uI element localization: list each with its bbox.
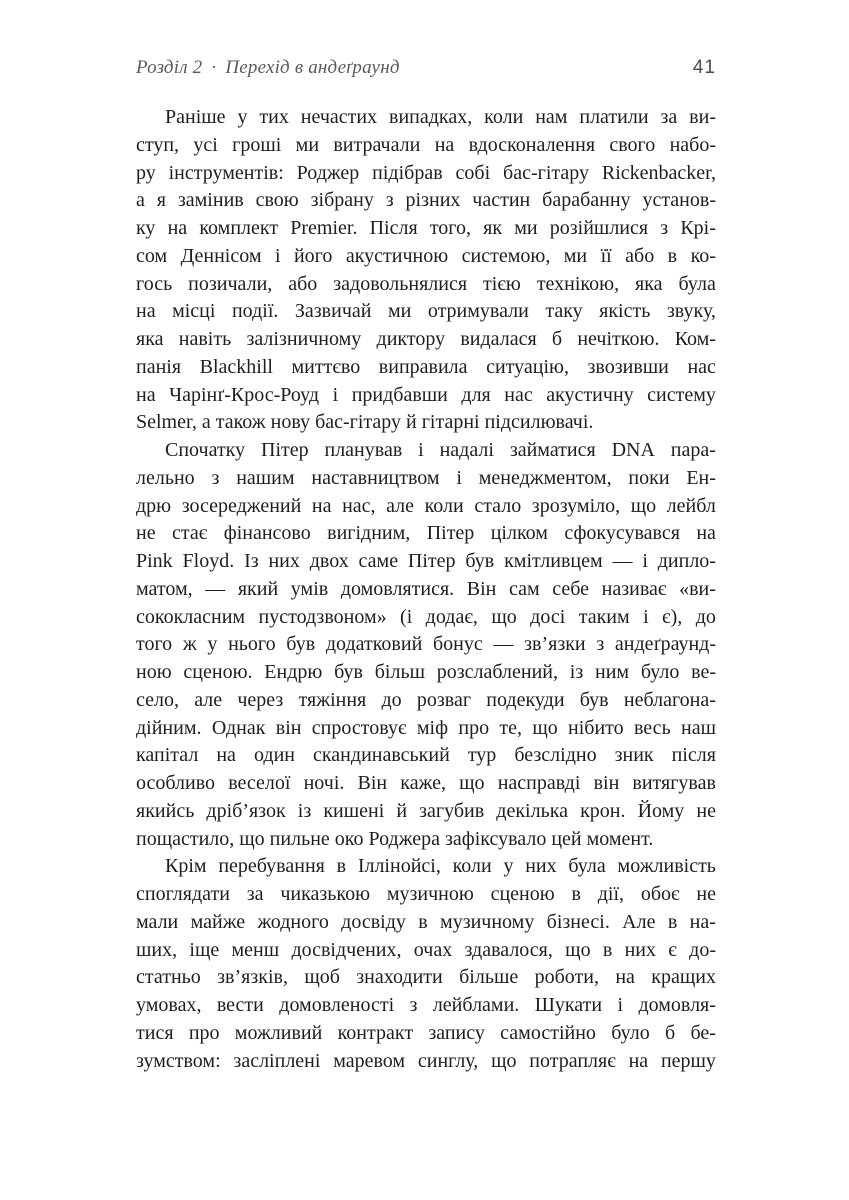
text-line: ру інструментів: Роджер підібрав собі бас-гітару Rickenbacker, <box>136 161 716 184</box>
text-line: Крім перебування в Іллінойсі, коли у них була можливість <box>165 855 716 878</box>
chapter-separator: · <box>211 57 217 78</box>
text-line: зумством: засліплені маревом синглу, що потрапляє на першу <box>136 1049 716 1072</box>
text-line: на Чарінґ-Крос-Роуд і придбавши для нас акустичну систему <box>136 383 716 406</box>
text-line: пощастило, що пильне око Роджера зафіксувало цей момент. <box>136 827 654 850</box>
text-line: споглядати за чиказькою музичною сценою в дії, обоє не <box>136 883 716 905</box>
text-line: Раніше у тих нечастих випадках, коли нам платили за ви- <box>165 106 716 128</box>
text-line: якийсь дріб’язок із кишені й загубив декілька крон. Йому не <box>136 799 716 822</box>
text-line: статньо зв’язків, щоб знаходити більше роботи, на кращих <box>136 966 716 989</box>
paragraph <box>136 104 716 437</box>
paragraph <box>136 853 716 1075</box>
text-line: ку на комплект Premier. Після того, як ми розійшлися з Крі- <box>136 217 716 239</box>
text-line: село, але через тяжіння до розваг подекуди був неблагона- <box>136 688 716 711</box>
text-line: панія Blackhill миттєво виправила ситуацію, звозивши нас <box>136 355 716 378</box>
text-line: тися про можливий контракт запису самостійно було б бе- <box>136 1021 716 1044</box>
paragraph <box>136 437 716 853</box>
text-line: лельно з нашим наставництвом і менеджментом, поки Ен- <box>136 466 716 489</box>
text-line: того ж у нього був додатковий бонус — зв’язки з андеґраунд- <box>136 633 716 656</box>
chapter-title: Перехід в андеґраунд <box>225 57 400 78</box>
running-header <box>136 57 716 79</box>
chapter-heading <box>136 57 400 79</box>
chapter-label: Розділ 2 <box>136 57 203 78</box>
text-line: особливо веселої ночі. Він каже, що насправді він витягував <box>136 772 716 794</box>
text-line: ступ, усі гроші ми витрачали на вдосконалення свого набо- <box>136 133 716 156</box>
text-line: сококласним пустодзвоном» (і додає, що досі таким і є), до <box>136 605 716 628</box>
text-line: дійним. Однак він спростовує міф про те, що нібито весь наш <box>136 716 716 739</box>
text-line: мали майже жодного досвіду в музичному бізнесі. Але в на- <box>136 910 716 933</box>
text-line: капітал на один скандинавський тур безслідно зник після <box>136 744 716 767</box>
text-line: дрю зосереджений на нас, але коли стало зрозуміло, що лейбл <box>136 494 716 517</box>
page-number: 41 <box>692 57 716 78</box>
text-line: Спочатку Пітер планував і надалі займатися DNA пара- <box>165 439 716 461</box>
text-line: ших, іще менш досвідчених, очах здавалося, що в них є до- <box>136 938 716 961</box>
text-line: не стає фінансово вигідним, Пітер цілком сфокусувався на <box>136 522 716 545</box>
text-line: Selmer, а також нову бас-гітару й гітарні підсилювачі. <box>136 411 594 434</box>
text-line: ною сценою. Ендрю був більш розслаблений, із ним було ве- <box>136 661 716 683</box>
text-line: Pink Floyd. Із них двох саме Пітер був кмітливцем — і дипло- <box>136 550 716 572</box>
text-line: умовах, вести домовленості з лейблами. Шукати і домовля- <box>136 994 716 1016</box>
text-line: а я замінив свою зібрану з різних частин барабанну установ- <box>136 189 716 212</box>
text-line: на місці події. Зазвичай ми отримували таку якість звуку, <box>136 300 716 323</box>
text-line: яка навіть залізничному диктору видалася б нечіткою. Ком- <box>136 328 716 350</box>
text-line: сом Деннісом і його акустичною системою, ми її або в ко- <box>136 244 716 267</box>
page-body <box>136 104 716 1075</box>
text-line: гось позичали, або задовольнялися тією технікою, яка була <box>136 272 716 295</box>
text-line: матом, — який умів домовлятися. Він сам себе називає «ви- <box>136 577 716 600</box>
